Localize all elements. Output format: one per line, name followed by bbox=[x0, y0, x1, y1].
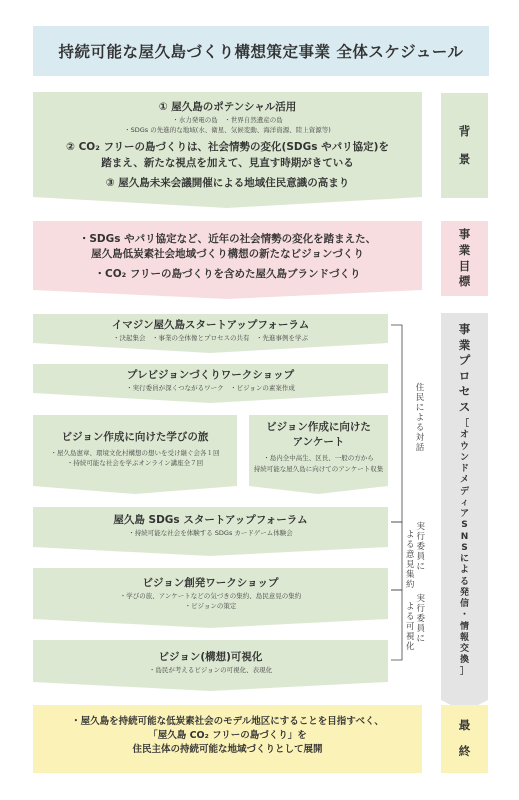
background-item-2: 踏まえ、新たな視点を加えて、見直す時期がきている bbox=[101, 156, 354, 169]
step-4-sub: ・島内全中高生、区長、一般の方から bbox=[263, 454, 374, 463]
step-2-sub: ・実行委員が深くつながるワーク ・ビジョンの素案作成 bbox=[126, 384, 295, 393]
step-7-title: ビジョン(構想)可視化 bbox=[158, 651, 263, 663]
step-1-title: イマジン屋久島スタートアップフォーラム bbox=[111, 319, 310, 331]
step-4-title: ビジョン作成に向けた bbox=[266, 421, 371, 433]
bracket-opinion-col: よ る 意 見 集 約 bbox=[406, 530, 415, 591]
objective-label: 事 業 目 標 bbox=[458, 227, 471, 289]
bracket-visual-label bbox=[406, 594, 425, 652]
process-label: 事 業 プ ロ セ ス ［ オ ウ ン ド メ デ ィ ア S N S に よ る 発 信 ・ 情 報 交 換 ］ bbox=[458, 322, 471, 677]
step-3-title: ビジョン作成に向けた学びの旅 bbox=[61, 431, 209, 443]
bracket-opinion-line bbox=[391, 522, 402, 590]
objective-content bbox=[33, 232, 422, 283]
step-5-sub: ・持続可能な社会を体験する SDGs カードゲーム体験会 bbox=[128, 529, 293, 538]
step-4-title: アンケート bbox=[292, 436, 345, 449]
step-6-sub: ・学びの旅、アンケートなどの気づきの集約、島民意見の集約 bbox=[119, 592, 302, 601]
background-item-1: ① 屋久島のポテンシャル活用 bbox=[158, 101, 297, 113]
step-3-sub: ・持続可能な社会を学ぶオンライン講座全７回 bbox=[66, 459, 204, 468]
objective-line: ・SDGs やパリ協定など、近年の社会情勢の変化を踏まえた、 bbox=[78, 233, 377, 245]
background-label: 背 景 bbox=[458, 123, 471, 166]
background-item-2: ② CO₂ フリーの島づくりは、社会情勢の変化(SDGs やパリ協定)を bbox=[66, 141, 389, 154]
step-1-sub: ・決起集会 ・事業の全体像とプロセスの共有 ・先進事例を学ぶ bbox=[113, 334, 308, 343]
bracket-visual-line bbox=[391, 590, 402, 660]
step-3 bbox=[33, 430, 237, 468]
objective-line: 屋久島低炭素社会地域づくり構想の新たなビジョンづくり bbox=[91, 248, 364, 261]
final-line: ・屋久島を持続可能な低炭素社会のモデル地区にすることを目指すべく、 bbox=[71, 716, 384, 727]
page-title: 持続可能な屋久島づくり構想策定事業 全体スケジュール bbox=[58, 43, 464, 61]
step-2-title: プレビジョンづくりワークショップ bbox=[126, 369, 295, 381]
step-4-sub: 持続可能な屋久島に向けてのアンケート収集 bbox=[253, 464, 384, 473]
objective-line: ・CO₂ フリーの島づくりを含めた屋久島ブランドづくり bbox=[94, 268, 361, 281]
step-6 bbox=[33, 576, 388, 611]
final-line: 「屋久島 CO₂ フリーの島づくり」を bbox=[148, 729, 307, 741]
step-5-title: 屋久島 SDGs スタートアップフォーラム bbox=[113, 514, 308, 526]
step-5 bbox=[33, 513, 388, 538]
step-7 bbox=[33, 650, 388, 675]
step-7-sub: ・島民が考えるビジョンの可視化、表現化 bbox=[148, 666, 273, 675]
background-item-3: ③ 屋久島未来会議開催による地域住民意識の高まり bbox=[105, 176, 350, 189]
step-4 bbox=[249, 420, 388, 474]
bracket-opinion-col: 実 行 委 員 に bbox=[416, 522, 426, 573]
bracket-visual-col: よ る 可 視 化 bbox=[406, 602, 415, 653]
step-6-sub: ・ビジョンの策定 bbox=[184, 602, 237, 611]
step-2 bbox=[33, 368, 388, 393]
step-3-sub: ・屋久島憲章、環境文化村構想の想いを受け継ぐ会各１回 bbox=[50, 449, 220, 458]
step-6-title: ビジョン創発ワークショップ bbox=[142, 577, 279, 589]
bracket-dialogue-line bbox=[391, 325, 402, 522]
background-item-1-sub: ・水力発電の島 ・世界自然遺産の島 bbox=[172, 116, 283, 125]
background-item-1-sub: ・SDGs の先進的な地域(水、衛星、気候変動、海洋資源、陸上資源等) bbox=[124, 126, 331, 135]
step-1 bbox=[33, 318, 388, 343]
bracket-dialogue-label: 住 民 に よ る 対 話 bbox=[415, 383, 425, 454]
bracket-opinion-label bbox=[406, 522, 425, 590]
background-content bbox=[33, 100, 422, 191]
bracket-visual-col: 実 行 委 員 に bbox=[416, 594, 426, 645]
final-content bbox=[33, 715, 422, 756]
final-line: 住民主体の持続可能な地域づくりとして展開 bbox=[132, 743, 323, 755]
final-label: 最 終 bbox=[458, 718, 471, 758]
